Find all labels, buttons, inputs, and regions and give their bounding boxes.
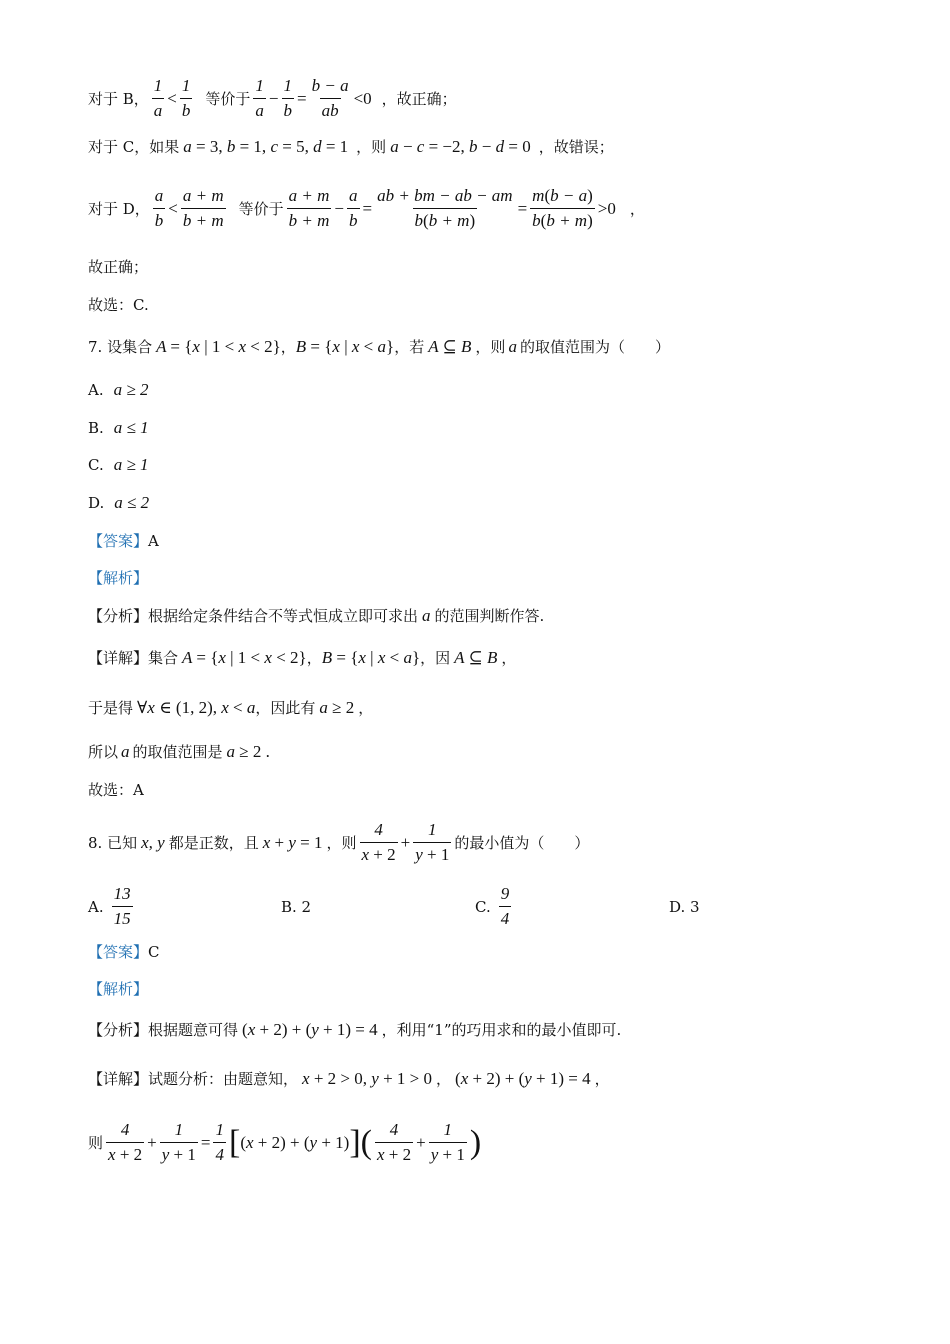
- q7-option-a: A. a ≥ 2: [88, 380, 149, 399]
- q7-answer: 【答案】 A: [88, 531, 159, 550]
- fraction-1-over-a-2: $\frac{1}{a}$: [255, 76, 264, 120]
- q7-xiangjie: 【详解】 集合 A = {x | 1 < x < 2} ， B = {x | x < a} ，因 A ⊆ B ，: [88, 647, 517, 667]
- question-8-stem: 8. 已知 x, y 都是正数，且 x + y = 1 ，则 $\frac{4}{x + 2}$ + $\frac{1}{y + 1}$ 的最小值为（ ）: [88, 820, 590, 864]
- statement-b: 对于 B， $\frac{1}{a}$ < $\frac{1}{b}$ 等价于 $\frac{1}{a}$ − $\frac{1}{b}$ = $\frac{b - a}{ab}$ <0 ，故正确；: [88, 76, 457, 120]
- statement-c-mid: ，则: [356, 138, 387, 156]
- statement-d: 对于 D， $\frac{a}{b}$ < $\frac{a + m}{b + m}$ 等价于 $\frac{a + m}{b + m}$ − $\frac{a}{b}$ = $\frac{ab + bm - ab - am}{b(b + m)}$ = $\frac{m(b - a)}{b(b + m)}$ >0 ，: [88, 186, 645, 230]
- q8-final-expression: 则 $\frac{4}{x + 2}$ + $\frac{1}{y + 1}$ = $\frac{1}{4}$ [ (x + 2) + (y + 1) ] ( $\frac{4}{x + 2}$ + $\frac{1}{y + 1}$ ): [88, 1120, 482, 1164]
- fraction-a-plus-m-over-b-plus-m: $\frac{a + m}{b + m}$: [182, 186, 224, 230]
- fraction-factored: $\frac{m(b - a)}{b(b + m)}$: [532, 186, 593, 230]
- fraction-a-over-b: $\frac{a}{b}$: [154, 186, 164, 230]
- choose-c: 故选：C.: [88, 296, 149, 314]
- q7-fenxi: 【分析】 根据给定条件结合不等式恒成立即可求出 a 的范围判断作答.: [88, 605, 545, 625]
- q8-analysis-tag: 【解析】: [88, 980, 149, 998]
- statement-d-prefix: 对于 D，: [88, 200, 150, 218]
- q8-option-b: B. 2: [281, 898, 312, 916]
- q8-option-d: D. 3: [669, 898, 700, 916]
- q7-choose: 故选：A: [88, 781, 144, 799]
- question-7-stem: 7. 设集合 A = {x | 1 < x < 2} ， B = {x | x < a} ，若 A ⊆ B ，则 a 的取值范围为（ ）: [88, 336, 670, 356]
- q8-fenxi: 【分析】 根据题意可得 (x + 2) + (y + 1) = 4 ，利用“1”的巧用求和的最小值即可.: [88, 1019, 622, 1039]
- statement-b-equiv: 等价于: [205, 90, 251, 108]
- q7-option-b: B. a ≤ 1: [88, 418, 149, 437]
- fraction-1-over-a: $\frac{1}{a}$: [153, 76, 163, 120]
- fraction-1-over-b-2: $\frac{1}{b}$: [283, 76, 292, 120]
- statement-c: 对于 C，如果 a = 3, b = 1, c = 5, d = 1 ，则 a − c = −2, b − d = 0 ，故错误；: [88, 136, 614, 156]
- q7-suoyi: 所以 a 的取值范围是 a ≥ 2 .: [88, 741, 270, 761]
- statement-d-conclusion: 故正确；: [88, 258, 149, 276]
- q7-analysis-tag: 【解析】: [88, 569, 149, 587]
- q8-option-a: A. $\frac{13}{15}$: [88, 884, 131, 928]
- statement-c-suffix: ，故错误；: [538, 138, 614, 156]
- q7-option-c: C. a ≥ 1: [88, 455, 149, 474]
- statement-c-prefix: 对于 C，如果: [88, 138, 180, 156]
- statement-b-suffix: ，故正确；: [381, 90, 457, 108]
- q7-option-d: D. a ≤ 2: [88, 493, 150, 512]
- q7-yushi: 于是得 ∀x ∈ (1, 2), x < a ，因此有 a ≥ 2 ，: [88, 697, 374, 717]
- fraction-b-minus-a-over-ab: $\frac{b - a}{ab}$: [311, 76, 349, 120]
- fraction-expanded: $\frac{ab + bm - ab - am}{b(b + m)}$: [377, 186, 513, 230]
- fraction-1-over-b: $\frac{1}{b}$: [181, 76, 191, 120]
- q8-option-c: C. $\frac{9}{4}$: [475, 884, 510, 928]
- q8-answer: 【答案】 C: [88, 942, 160, 961]
- q8-xiangjie: 【详解】 试题分析：由题意知， x + 2 > 0, y + 1 > 0 ， (x + 2) + (y + 1) = 4 ，: [88, 1068, 610, 1088]
- statement-d-equiv: 等价于: [238, 200, 284, 218]
- statement-b-prefix: 对于 B，: [88, 90, 149, 108]
